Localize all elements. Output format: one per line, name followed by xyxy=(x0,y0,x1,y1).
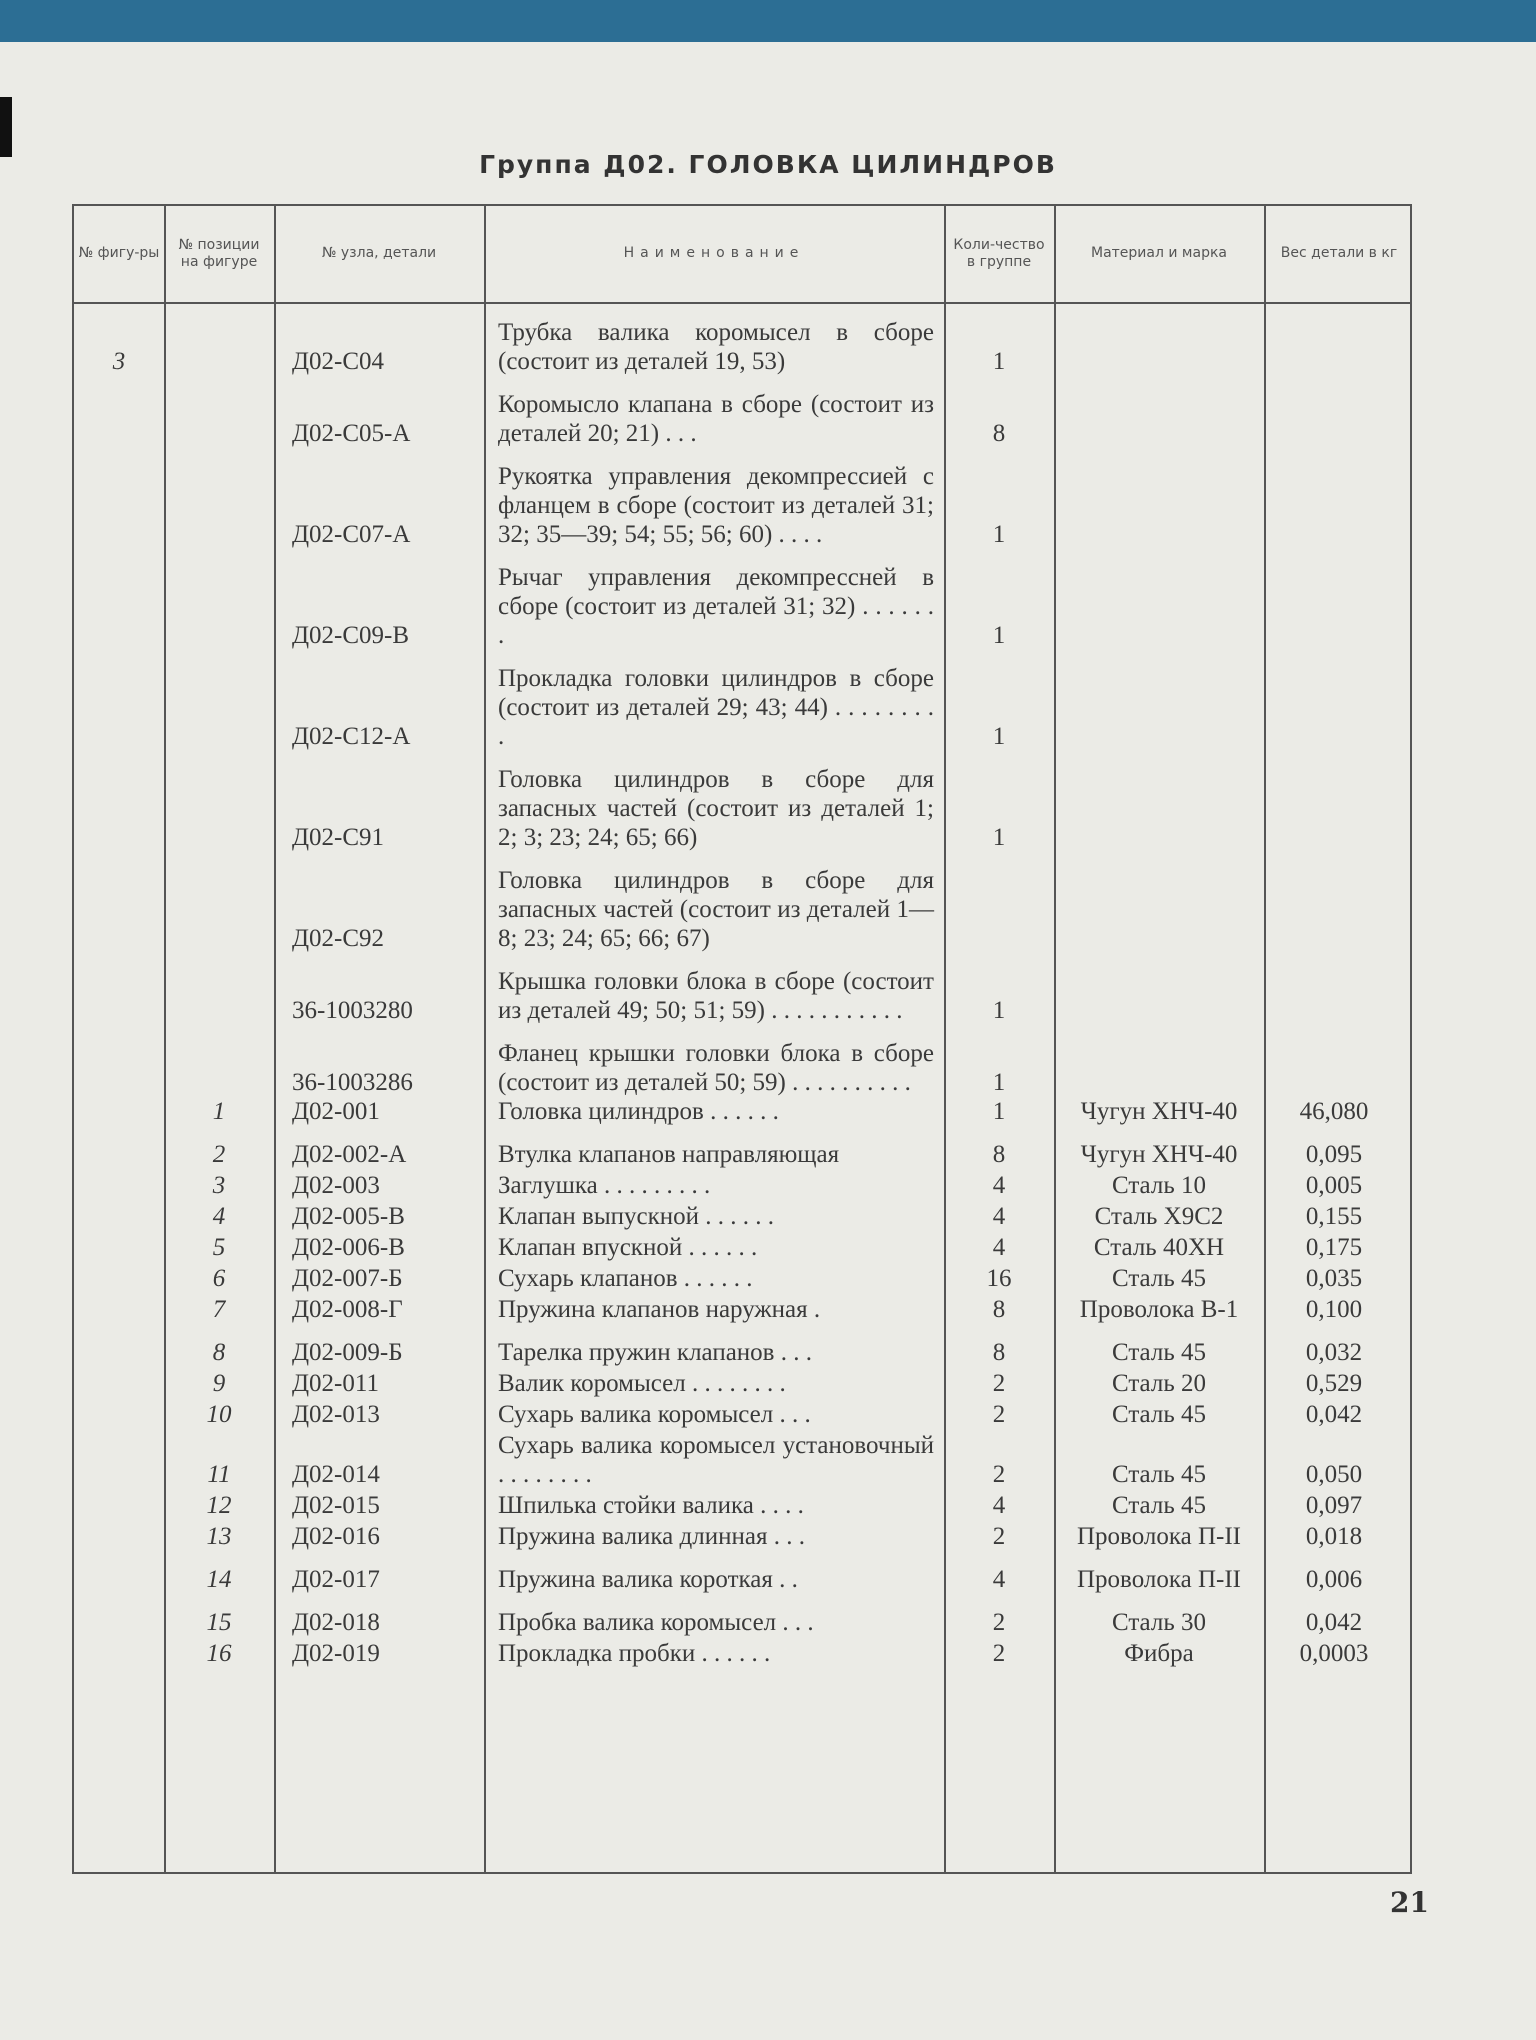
part-name: Втулка клапанов направляющая xyxy=(498,1141,840,1168)
column-header: № фигу-ры xyxy=(78,245,160,262)
column-header: № позиции на фигуре xyxy=(178,236,260,270)
material: Сталь 30 xyxy=(1111,1609,1207,1636)
part-name: Рукоятка управления декомпрессией с фланцем в сборе (состоит из деталей 31; 32; 35—39; 54; 55; 56; 60) . . . . xyxy=(498,463,934,548)
position-number: 1 xyxy=(212,1098,226,1125)
table-row xyxy=(74,1639,1410,1668)
table-row xyxy=(74,1233,1410,1262)
part-name: Прокладка пробки . . . . . . xyxy=(498,1640,771,1667)
material: Сталь 10 xyxy=(1111,1172,1207,1199)
part-code: Д02-С05-А xyxy=(292,420,411,447)
table-row xyxy=(74,1202,1410,1231)
weight: 0,097 xyxy=(1305,1492,1363,1519)
weight: 0,018 xyxy=(1305,1523,1363,1550)
material: Сталь 45 xyxy=(1111,1461,1207,1488)
table-row xyxy=(74,390,1410,448)
part-name: Пробка валика коромысел . . . xyxy=(498,1609,814,1636)
part-code: Д02-С92 xyxy=(292,925,385,952)
weight: 0,100 xyxy=(1305,1296,1363,1323)
material: Сталь 45 xyxy=(1111,1492,1207,1519)
material: Проволока В-1 xyxy=(1079,1296,1239,1323)
quantity: 1 xyxy=(992,1069,1006,1096)
table-row xyxy=(74,1140,1410,1169)
quantity: 4 xyxy=(992,1234,1006,1261)
part-code: Д02-008-Г xyxy=(292,1296,403,1323)
part-code: Д02-019 xyxy=(292,1640,380,1667)
table-row xyxy=(74,1431,1410,1489)
part-name: Тарелка пружин клапанов . . . xyxy=(498,1339,812,1366)
part-code: Д02-С91 xyxy=(292,824,385,851)
material: Сталь 45 xyxy=(1111,1265,1207,1292)
position-number: 8 xyxy=(212,1339,226,1366)
binder-clip xyxy=(0,97,12,157)
table-row xyxy=(74,1338,1410,1367)
quantity: 4 xyxy=(992,1566,1006,1593)
table-row xyxy=(74,1608,1410,1637)
part-code: Д02-016 xyxy=(292,1523,380,1550)
part-code: Д02-017 xyxy=(292,1566,380,1593)
part-code: Д02-009-Б xyxy=(292,1339,403,1366)
part-code: Д02-С09-В xyxy=(292,622,410,649)
material: Сталь 40ХН xyxy=(1093,1234,1225,1261)
quantity: 2 xyxy=(992,1640,1006,1667)
table-row xyxy=(74,1565,1410,1594)
weight: 0,529 xyxy=(1305,1370,1363,1397)
part-name: Сухарь валика коромысел . . . xyxy=(498,1401,811,1428)
position-number: 13 xyxy=(206,1523,232,1550)
material: Сталь 20 xyxy=(1111,1370,1207,1397)
table-row xyxy=(74,1295,1410,1324)
position-number: 10 xyxy=(206,1401,232,1428)
figure-number: 3 xyxy=(112,348,126,375)
part-code: Д02-С07-А xyxy=(292,521,411,548)
part-code: Д02-018 xyxy=(292,1609,380,1636)
quantity: 1 xyxy=(992,521,1006,548)
header-divider xyxy=(74,302,1410,304)
quantity: 8 xyxy=(992,1141,1006,1168)
position-number: 5 xyxy=(212,1234,226,1261)
position-number: 11 xyxy=(207,1461,231,1488)
material: Фибра xyxy=(1124,1640,1194,1667)
table-row xyxy=(74,1171,1410,1200)
part-name: Рычаг управления декомпрессней в сборе (состоит из деталей 31; 32) . . . . . . . xyxy=(498,564,934,649)
part-code: Д02-011 xyxy=(292,1370,379,1397)
table-row xyxy=(74,1264,1410,1293)
weight: 0,006 xyxy=(1305,1566,1363,1593)
quantity: 8 xyxy=(992,1339,1006,1366)
column-header: Вес детали в кг xyxy=(1280,245,1398,262)
position-number: 14 xyxy=(206,1566,232,1593)
quantity: 1 xyxy=(992,1098,1006,1125)
part-code: Д02-С12-А xyxy=(292,723,411,750)
material: Чугун ХНЧ-40 xyxy=(1080,1098,1238,1125)
position-number: 16 xyxy=(206,1640,232,1667)
part-name: Трубка валика коромысел в сборе (состоит из деталей 19, 53) xyxy=(498,319,934,375)
position-number: 4 xyxy=(212,1203,226,1230)
position-number: 3 xyxy=(212,1172,226,1199)
weight: 0,0003 xyxy=(1299,1640,1369,1667)
part-name: Сухарь клапанов . . . . . . xyxy=(498,1265,753,1292)
part-name: Пружина валика короткая . . xyxy=(498,1566,798,1593)
part-name: Головка цилиндров . . . . . . xyxy=(498,1098,779,1125)
quantity: 4 xyxy=(992,1203,1006,1230)
table-row xyxy=(74,1097,1410,1126)
quantity: 2 xyxy=(992,1609,1006,1636)
part-name: Клапан выпускной . . . . . . xyxy=(498,1203,775,1230)
position-number: 12 xyxy=(206,1492,232,1519)
quantity: 1 xyxy=(992,348,1006,375)
material: Сталь Х9С2 xyxy=(1094,1203,1224,1230)
quantity: 16 xyxy=(986,1265,1012,1292)
part-name: Шпилька стойки валика . . . . xyxy=(498,1492,804,1519)
table-body xyxy=(74,318,1410,1668)
quantity: 4 xyxy=(992,1492,1006,1519)
part-code: Д02-005-В xyxy=(292,1203,405,1230)
material: Проволока П-II xyxy=(1077,1566,1241,1593)
table-row xyxy=(74,462,1410,549)
weight: 0,175 xyxy=(1305,1234,1363,1261)
position-number: 7 xyxy=(212,1296,226,1323)
column-header: Наименование xyxy=(623,245,805,262)
part-code: 36-1003286 xyxy=(292,1069,413,1096)
table-row xyxy=(74,765,1410,852)
table-row xyxy=(74,1039,1410,1097)
part-code: Д02-С04 xyxy=(292,348,385,375)
table-row xyxy=(74,563,1410,650)
weight: 0,035 xyxy=(1305,1265,1363,1292)
part-name: Крышка головки блока в сборе (состоит из деталей 49; 50; 51; 59) . . . . . . . . . . . xyxy=(498,968,934,1024)
part-name: Валик коромысел . . . . . . . . xyxy=(498,1370,786,1397)
table-row xyxy=(74,1491,1410,1520)
material: Проволока П-II xyxy=(1077,1523,1241,1550)
table-row xyxy=(74,866,1410,953)
part-code: Д02-002-А xyxy=(292,1141,407,1168)
table-row xyxy=(74,1522,1410,1551)
column-header: Материал и марка xyxy=(1090,245,1227,262)
quantity: 1 xyxy=(992,723,1006,750)
part-code: Д02-014 xyxy=(292,1461,380,1488)
column-header: № узла, детали xyxy=(321,245,437,262)
material: Сталь 45 xyxy=(1111,1339,1207,1366)
page-number: 21 xyxy=(1390,1886,1429,1919)
quantity: 8 xyxy=(992,1296,1006,1323)
part-name: Прокладка головки цилиндров в сборе (состоит из деталей 29; 43; 44) . . . . . . . . . xyxy=(498,665,934,750)
part-code: Д02-001 xyxy=(292,1098,380,1125)
part-name: Фланец крышки головки блока в сборе (состоит из деталей 50; 59) . . . . . . . . . . xyxy=(498,1040,934,1096)
part-name: Клапан впускной . . . . . . xyxy=(498,1234,758,1261)
quantity: 2 xyxy=(992,1370,1006,1397)
part-name: Головка цилиндров в сборе для запасных частей (состоит из деталей 1; 2; 3; 23; 24; 65; 66) xyxy=(498,766,934,851)
weight: 0,042 xyxy=(1305,1609,1363,1636)
table-row xyxy=(74,318,1410,376)
position-number: 6 xyxy=(212,1265,226,1292)
quantity: 2 xyxy=(992,1461,1006,1488)
quantity: 4 xyxy=(992,1172,1006,1199)
part-code: Д02-006-В xyxy=(292,1234,405,1261)
quantity: 1 xyxy=(992,997,1006,1024)
quantity: 8 xyxy=(992,420,1006,447)
weight: 0,050 xyxy=(1305,1461,1363,1488)
table-row xyxy=(74,1400,1410,1429)
part-name: Пружина валика длинная . . . xyxy=(498,1523,805,1550)
part-name: Коромысло клапана в сборе (состоит из деталей 20; 21) . . . xyxy=(498,391,934,447)
table-row xyxy=(74,1369,1410,1398)
weight: 0,042 xyxy=(1305,1401,1363,1428)
quantity: 1 xyxy=(992,824,1006,851)
weight: 0,155 xyxy=(1305,1203,1363,1230)
document-page xyxy=(0,42,1536,2040)
part-name: Пружина клапанов наружная . xyxy=(498,1296,821,1323)
part-name: Заглушка . . . . . . . . . xyxy=(498,1172,711,1199)
parts-table xyxy=(72,204,1412,1874)
position-number: 15 xyxy=(206,1609,232,1636)
weight: 0,005 xyxy=(1305,1172,1363,1199)
part-code: Д02-003 xyxy=(292,1172,380,1199)
part-code: Д02-013 xyxy=(292,1401,380,1428)
quantity: 1 xyxy=(992,622,1006,649)
position-number: 2 xyxy=(212,1141,226,1168)
quantity: 2 xyxy=(992,1523,1006,1550)
material: Чугун ХНЧ-40 xyxy=(1080,1141,1238,1168)
material: Сталь 45 xyxy=(1111,1401,1207,1428)
table-row xyxy=(74,967,1410,1025)
part-name: Головка цилиндров в сборе для запасных частей (состоит из деталей 1—8; 23; 24; 65; 66; 67) xyxy=(498,867,934,952)
weight: 0,095 xyxy=(1305,1141,1363,1168)
part-code: 36-1003280 xyxy=(292,997,413,1024)
weight: 46,080 xyxy=(1299,1098,1369,1125)
part-name: Сухарь валика коромысел установочный . . . . . . . . xyxy=(498,1432,934,1488)
weight: 0,032 xyxy=(1305,1339,1363,1366)
column-header: Коли-чество в группе xyxy=(953,236,1045,270)
part-code: Д02-007-Б xyxy=(292,1265,403,1292)
quantity: 2 xyxy=(992,1401,1006,1428)
position-number: 9 xyxy=(212,1370,226,1397)
page-title: Группа Д02. ГОЛОВКА ЦИЛИНДРОВ xyxy=(479,150,1057,179)
part-code: Д02-015 xyxy=(292,1492,380,1519)
table-row xyxy=(74,664,1410,751)
